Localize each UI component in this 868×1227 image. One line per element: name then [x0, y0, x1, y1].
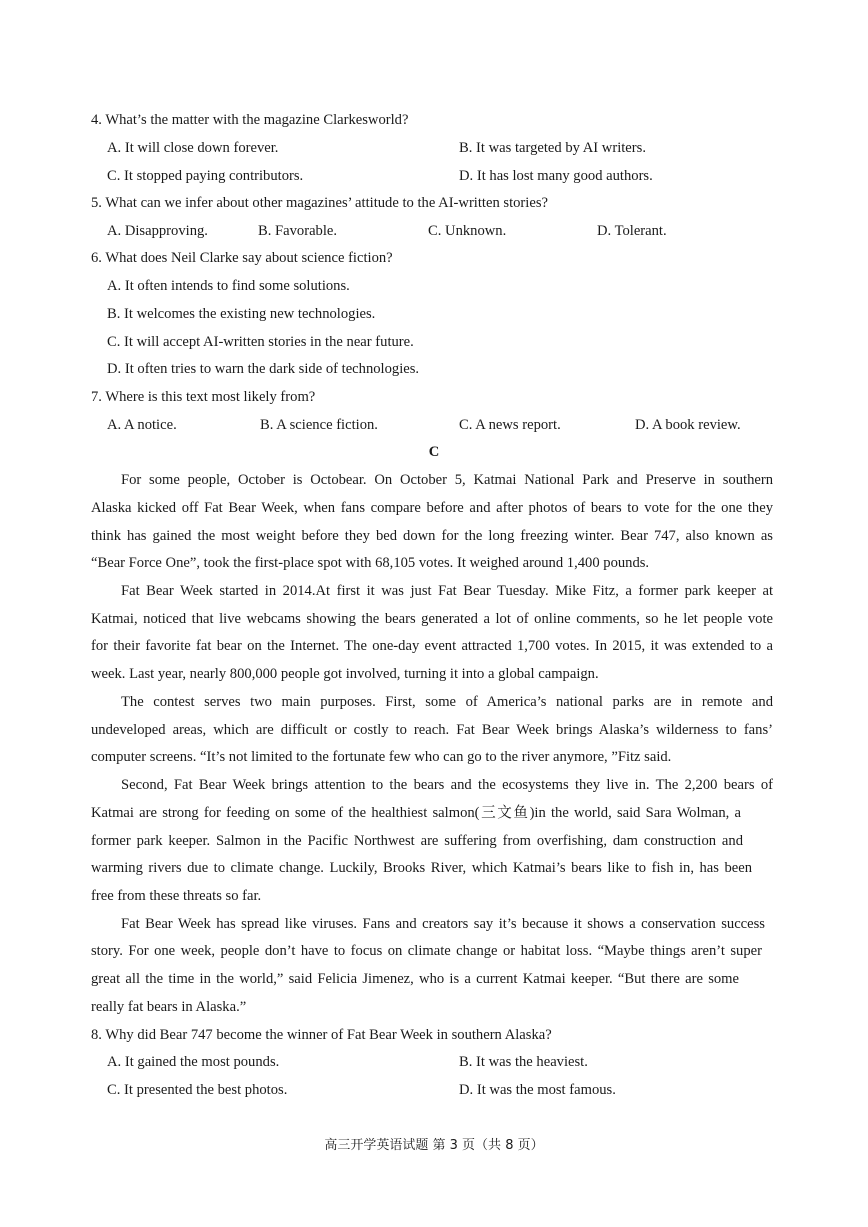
passage-p5-line: really fat bears in Alaska.” [91, 999, 247, 1015]
question-8-option-a: A. It gained the most pounds. [107, 1054, 280, 1070]
question-8-stem: 8. Why did Bear 747 become the winner of Fat Bear Week in southern Alaska? [91, 1027, 552, 1043]
question-7-option-d: D. A book review. [635, 417, 741, 433]
question-5-option-d: D. Tolerant. [597, 223, 667, 239]
passage-p3-line: The contest serves two main purposes. First, some of America’s national parks are in remote and [121, 694, 773, 710]
passage-p4-line: Second, Fat Bear Week brings attention to the bears and the ecosystems they live in. The 2,200 bears of [121, 777, 773, 793]
passage-p1-line: Alaska kicked off Fat Bear Week, when fans compare before and after photos of bears to vote for the one they [91, 500, 773, 516]
question-7-option-c: C. A news report. [459, 417, 561, 433]
question-6-option-a: A. It often intends to find some solutions. [107, 278, 350, 294]
section-heading: C [428, 444, 440, 460]
passage-p2-line: for their favorite fat bear on the Internet. The one-day event attracted 1,700 votes. In 2015, it was extended to a [91, 638, 773, 654]
question-8-option-c: C. It presented the best photos. [107, 1082, 288, 1098]
question-5-option-a: A. Disapproving. [107, 223, 208, 239]
passage-p2-line: Katmai, noticed that live webcams showing the bears generated a lot of online comments, so he let people vote [91, 611, 773, 627]
passage-p1-line: “Bear Force One”, took the first-place spot with 68,105 votes. It weighed around 1,400 pounds. [91, 555, 650, 571]
question-4-option-d: D. It has lost many good authors. [459, 168, 653, 184]
passage-p3-line: undeveloped areas, which are difficult or costly to reach. Fat Bear Week brings Alaska’s wilderness to fans’ [91, 722, 773, 738]
question-4-stem: 4. What’s the matter with the magazine Clarkesworld? [91, 112, 409, 128]
question-5-stem: 5. What can we infer about other magazines’ attitude to the AI-written stories? [91, 195, 548, 211]
question-4-option-a: A. It will close down forever. [107, 140, 279, 156]
passage-p4-line: free from these threats so far. [91, 888, 262, 904]
question-6-option-c: C. It will accept AI-written stories in the near future. [107, 334, 414, 350]
passage-p1-line: think has gained the most weight before they bed down for the long freezing winter. Bear 747, also known as [91, 528, 773, 544]
question-4-option-b: B. It was targeted by AI writers. [459, 140, 646, 156]
passage-p3-line: computer screens. “It’s not limited to the fortunate few who can go to the river anymore, ”Fitz said. [91, 749, 672, 765]
passage-p4-line: warming rivers due to climate change. Luckily, Brooks River, which Katmai’s bears like to fish in, has been [91, 860, 752, 876]
page-footer: 高三开学英语试题 第 3 页（共 8 页） [324, 1138, 544, 1153]
question-6-option-d: D. It often tries to warn the dark side of technologies. [107, 361, 420, 377]
passage-p5-line: great all the time in the world,” said Felicia Jimenez, who is a current Katmai keeper. “But there are some [91, 971, 739, 987]
question-4-option-c: C. It stopped paying contributors. [107, 168, 304, 184]
passage-p2-line: week. Last year, nearly 800,000 people got involved, turning it into a global campaign. [91, 666, 599, 682]
question-6-option-b: B. It welcomes the existing new technologies. [107, 306, 376, 322]
question-7-option-b: B. A science fiction. [260, 417, 378, 433]
passage-p4-line: former park keeper. Salmon in the Pacific Northwest are suffering from overfishing, dam construction and [91, 833, 743, 849]
passage-p1-line: For some people, October is Octobear. On October 5, Katmai National Park and Preserve in southern [121, 472, 773, 488]
passage-p5-line: story. For one week, people don’t have to focus on climate change or habitat loss. “Maybe things aren’t super [91, 943, 762, 959]
question-8-option-d: D. It was the most famous. [459, 1082, 616, 1098]
question-6-stem: 6. What does Neil Clarke say about science fiction? [91, 250, 393, 266]
passage-p5-line: Fat Bear Week has spread like viruses. Fans and creators say it’s because it shows a conservation success [121, 916, 765, 932]
question-5-option-b: B. Favorable. [258, 223, 338, 239]
passage-p2-line: Fat Bear Week started in 2014.At first it was just Fat Bear Tuesday. Mike Fitz, a former park keeper at [121, 583, 773, 599]
question-8-option-b: B. It was the heaviest. [459, 1054, 588, 1070]
question-5-option-c: C. Unknown. [428, 223, 507, 239]
question-7-stem: 7. Where is this text most likely from? [91, 389, 316, 405]
passage-p4-line: Katmai are strong for feeding on some of the healthiest salmon(三文鱼)in the world, said Sara Wolman, a [91, 805, 741, 821]
question-7-option-a: A. A notice. [107, 417, 177, 433]
